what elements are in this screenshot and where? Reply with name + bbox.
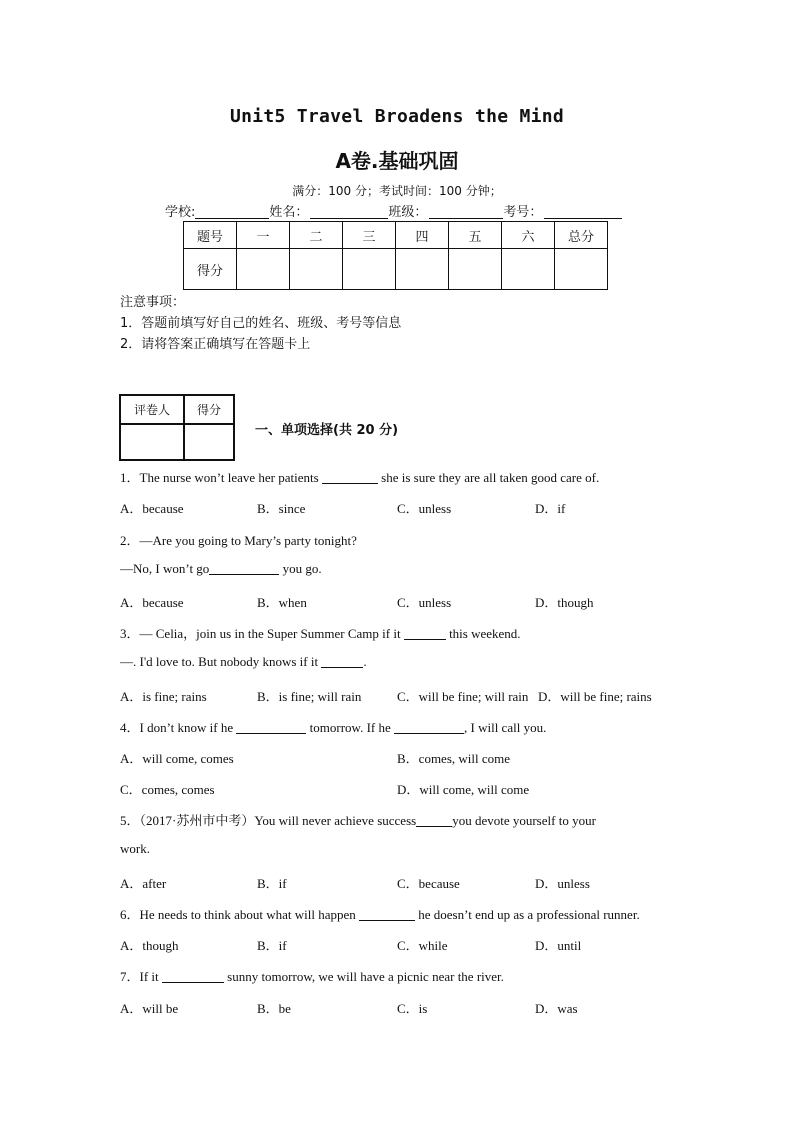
name-field[interactable]: [310, 204, 388, 219]
notes: [120, 292, 401, 355]
score-col-header: 二: [290, 222, 343, 249]
reviewer-header: 评卷人: [120, 395, 184, 424]
score-col-header: 五: [449, 222, 502, 249]
option-a[interactable]: A．will come, comes: [120, 751, 234, 766]
class-field[interactable]: [429, 204, 503, 219]
page-title: Unit5 Travel Broadens the Mind: [229, 106, 565, 127]
option-d[interactable]: D．was: [535, 1001, 578, 1016]
score-cell[interactable]: [502, 249, 555, 290]
answer-blank[interactable]: [236, 721, 306, 734]
option-c[interactable]: C．will be fine; will rain: [397, 689, 529, 704]
answer-blank[interactable]: [209, 562, 279, 575]
option-d[interactable]: D．will come, will come: [397, 782, 530, 797]
score-col-header: 总分: [555, 222, 608, 249]
student-info-row: [165, 201, 622, 220]
score-cell[interactable]: [555, 249, 608, 290]
score-cell[interactable]: [396, 249, 449, 290]
question-6: 6．He needs to think about what will happen he doesn’t end up as a professional runner.: [120, 907, 640, 922]
grader-table: [119, 394, 235, 461]
question-2: 2．—Are you going to Mary’s party tonight?: [120, 533, 357, 548]
question-5: 5．（2017·苏州市中考）You will never achieve success you devote yourself to your: [120, 813, 596, 828]
answer-blank[interactable]: [359, 908, 415, 921]
note-item: 1．答题前填写好自己的姓名、班级、考号等信息: [120, 316, 402, 331]
score-table-header: 题号: [184, 222, 237, 249]
notes-heading: 注意事项：: [120, 295, 186, 310]
option-a[interactable]: A．will be: [120, 1001, 179, 1016]
option-c[interactable]: C．unless: [397, 501, 452, 516]
option-d[interactable]: D．will be fine; rains: [538, 689, 652, 704]
score-col-header: 六: [502, 222, 555, 249]
answer-blank[interactable]: [404, 627, 446, 640]
answer-blank[interactable]: [322, 471, 378, 484]
grader-score-header: 得分: [184, 395, 234, 424]
option-a[interactable]: A．because: [120, 595, 184, 610]
option-b[interactable]: B．comes, will come: [397, 751, 511, 766]
score-cell[interactable]: [237, 249, 290, 290]
class-label: 班级：: [388, 205, 428, 220]
option-c[interactable]: C．because: [397, 876, 460, 891]
reviewer-cell[interactable]: [120, 424, 184, 460]
option-d[interactable]: D．though: [535, 595, 594, 610]
question-3-reply: —. I'd love to. But nobody knows if it .: [120, 654, 367, 669]
school-label: 学校:: [165, 205, 196, 220]
option-c[interactable]: C．while: [397, 938, 448, 953]
score-col-header: 三: [343, 222, 396, 249]
option-b[interactable]: B．when: [257, 595, 307, 610]
option-d[interactable]: D．if: [535, 501, 566, 516]
score-cell[interactable]: [449, 249, 502, 290]
score-cell[interactable]: [290, 249, 343, 290]
option-a[interactable]: A．because: [120, 501, 184, 516]
option-c[interactable]: C．comes, comes: [120, 782, 215, 797]
note-item: 2．请将答案正确填写在答题卡上: [120, 337, 311, 352]
option-d[interactable]: D．until: [535, 938, 582, 953]
score-col-header: 一: [237, 222, 290, 249]
question-1: 1．The nurse won’t leave her patients she is sure they are all taken good care of.: [120, 470, 600, 485]
option-b[interactable]: B．since: [257, 501, 306, 516]
grader-score-cell[interactable]: [184, 424, 234, 460]
id-label: 考号：: [503, 205, 543, 220]
option-a[interactable]: A．is fine; rains: [120, 689, 207, 704]
option-c[interactable]: C．unless: [397, 595, 452, 610]
option-b[interactable]: B．if: [257, 876, 287, 891]
exam-meta: 满分：100 分；考试时间：100 分钟；: [292, 184, 502, 198]
answer-blank[interactable]: [416, 814, 452, 827]
answer-blank[interactable]: [162, 970, 224, 983]
option-d[interactable]: D．unless: [535, 876, 590, 891]
score-table: [183, 221, 608, 290]
question-2-reply: —No, I won’t go you go.: [120, 561, 322, 576]
name-label: 姓名：: [269, 205, 309, 220]
score-cell[interactable]: [343, 249, 396, 290]
score-col-header: 四: [396, 222, 449, 249]
question-3: 3．— Celia，join us in the Super Summer Camp if it this weekend.: [120, 626, 521, 641]
option-a[interactable]: A．after: [120, 876, 167, 891]
option-a[interactable]: A．though: [120, 938, 179, 953]
question-4: 4．I don’t know if he tomorrow. If he , I will call you.: [120, 720, 547, 735]
answer-blank[interactable]: [321, 655, 363, 668]
option-b[interactable]: B．be: [257, 1001, 291, 1016]
option-b[interactable]: B．if: [257, 938, 287, 953]
score-row-label: 得分: [184, 249, 237, 290]
answer-blank[interactable]: [394, 721, 464, 734]
question-5-continued: work.: [120, 841, 150, 856]
school-field[interactable]: [195, 204, 269, 219]
option-c[interactable]: C．is: [397, 1001, 428, 1016]
question-7: 7．If it sunny tomorrow, we will have a picnic near the river.: [120, 969, 504, 984]
section-title: 一、单项选择(共 20 分): [255, 423, 399, 438]
id-field[interactable]: [544, 204, 622, 219]
paper-subtitle: A卷.基础巩固: [335, 149, 459, 173]
option-b[interactable]: B．is fine; will rain: [257, 689, 362, 704]
